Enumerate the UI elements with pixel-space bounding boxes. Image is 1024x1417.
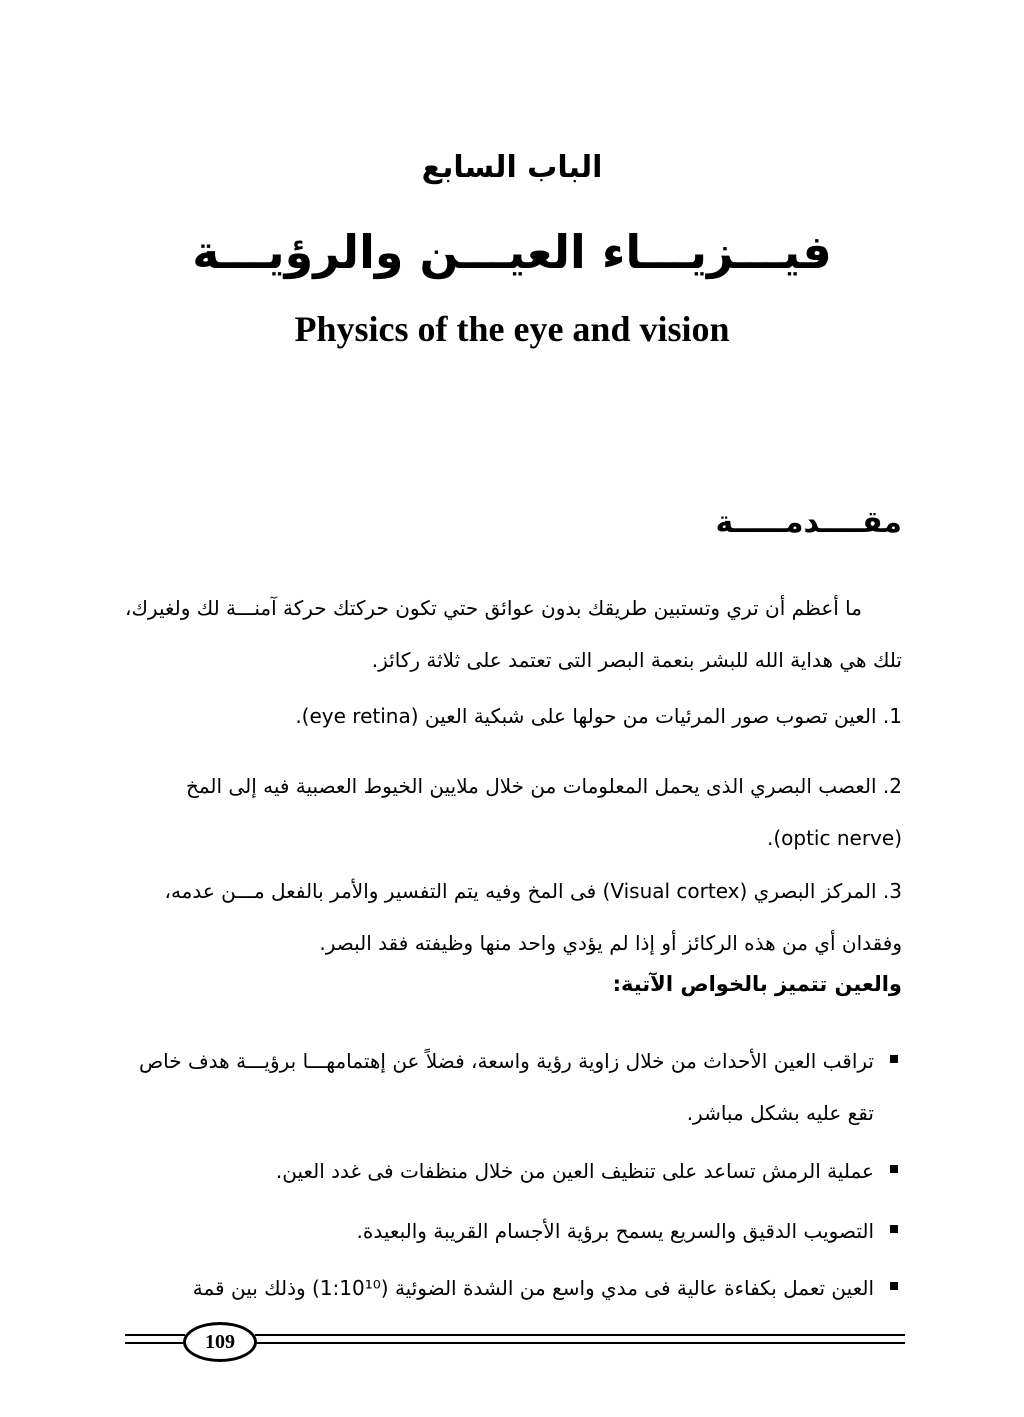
bullet-item <box>125 1205 902 1257</box>
properties-heading: والعين تتميز بالخواص الآتية: <box>612 972 902 996</box>
section-heading-introduction: مقــــدمـــــة <box>715 505 902 540</box>
numbered-item <box>125 865 902 969</box>
bullet-list <box>125 1205 902 1257</box>
bullet-list <box>125 1035 902 1139</box>
intro-paragraph: ما أعظم أن تري وتستبين طريقك بدون عوائق حتي تكون حركتك حركة آمنـــة لك ولغيرك، تلك هي هداية الله للبشر بنعمة البصر التى تعتمد على ثلاثة ركائز. <box>124 596 902 672</box>
square-bullet-icon <box>890 1165 898 1173</box>
chapter-label: الباب السابع <box>421 150 603 185</box>
page-footer <box>125 1320 905 1360</box>
item-text: العصب البصري الذى يحمل المعلومات من خلال ملايين الخيوط العصبية فيه إلى المخ (optic nerve). <box>185 774 902 850</box>
item-number: 2. <box>882 774 902 798</box>
bullet-item <box>125 1035 902 1139</box>
chapter-title-english: Physics of the eye and vision <box>294 309 730 349</box>
bullet-text: العين تعمل بكفاءة عالية فى مدي واسع من الشدة الضوئية (1:10¹⁰) وذلك بين قمة <box>192 1276 874 1300</box>
bullet-list <box>125 1145 902 1197</box>
chapter-title-arabic: فيـــزيـــاء العيـــن والرؤيـــة <box>192 225 832 279</box>
bullet-list <box>125 1262 902 1314</box>
item-number: 3. <box>882 879 902 903</box>
footer-rule-right-top <box>255 1334 905 1336</box>
square-bullet-icon <box>890 1055 898 1063</box>
item-text: المركز البصري (Visual cortex) فى المخ وفيه يتم التفسير والأمر بالفعل مـــن عدمه، وفقدان أي من هذه الركائز أو إذا لم يؤدي واحد منها وظيفته فقد البصر. <box>164 879 902 955</box>
square-bullet-icon <box>890 1282 898 1290</box>
page-number: 109 <box>183 1322 257 1362</box>
square-bullet-icon <box>890 1225 898 1233</box>
bullet-item <box>125 1145 902 1197</box>
bullet-text: التصويب الدقيق والسريع يسمح برؤية الأجسام القريبة والبعيدة. <box>356 1219 874 1243</box>
numbered-item <box>125 690 902 742</box>
bullet-text: عملية الرمش تساعد على تنظيف العين من خلال منظفات فى غدد العين. <box>275 1159 874 1183</box>
bullet-text: تراقب العين الأحداث من خلال زاوية رؤية واسعة، فضلاً عن إهتمامهـــا برؤيـــة هدف خاص تقع عليه بشكل مباشر. <box>138 1049 874 1125</box>
bullet-item <box>125 1262 902 1314</box>
footer-rule-left-top <box>125 1334 185 1336</box>
numbered-item <box>125 760 902 864</box>
footer-rule-right-bottom <box>255 1342 905 1344</box>
item-number: 1. <box>882 704 902 728</box>
item-text: العين تصوب صور المرئيات من حولها على شبكية العين (eye retina). <box>295 704 877 728</box>
footer-rule-left-bottom <box>125 1342 185 1344</box>
